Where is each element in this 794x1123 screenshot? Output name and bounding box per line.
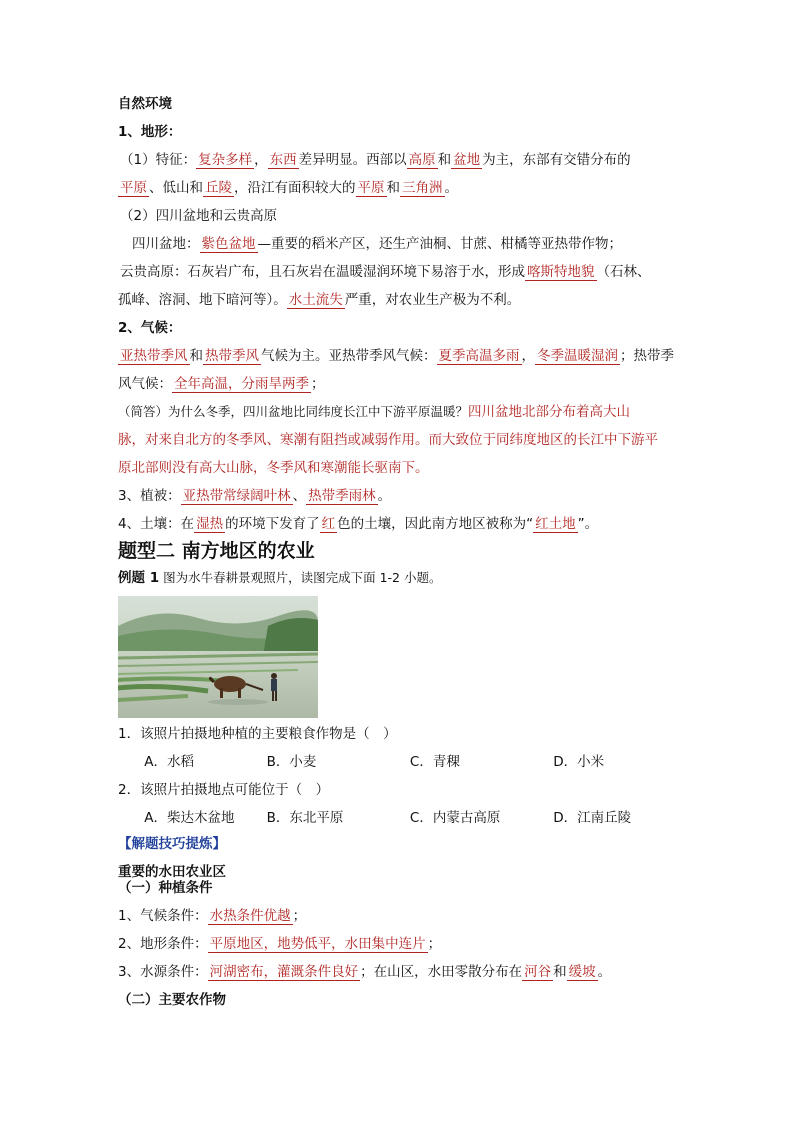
qa-line-3: 原北部则没有高大山脉，冬季风和寒潮能长驱南下。 <box>118 460 429 476</box>
q2-option-a: A．柴达木盆地 <box>144 810 235 826</box>
section-2-title: 题型二 南方地区的农业 <box>118 540 315 562</box>
terrain-line-3: （2）四川盆地和云贵高原 <box>120 208 278 224</box>
condition-terrain: 2、地形条件： 平原地区，地势低平，水田集中连片 ； <box>118 936 442 952</box>
q1-option-c: C．青稞 <box>409 754 460 770</box>
climate-line-2: 风气候： 全年高温，分雨旱两季 ； <box>118 376 325 392</box>
question-2: 2．该照片拍摄地点可能位于（ ） <box>118 782 330 798</box>
section-title: 自然环境 <box>118 96 172 112</box>
q1-option-b: B．小麦 <box>266 754 317 770</box>
crops-heading: （二）主要农作物 <box>118 992 226 1008</box>
paddy-subtitle: 重要的水田农业区 <box>118 864 226 880</box>
soil-line: 4、土壤：在 湿热 的环境下发育了 红 色的土壤，因此南方地区被称为“ 红土地 ”。 <box>118 516 599 532</box>
q1-option-a: A．水稻 <box>144 754 195 770</box>
climate-line-1: 亚热带季风 和 热带季风 气候为主。亚热带季风气候： 夏季高温多雨 ， 冬季温暖湿润 ；热带季 <box>120 348 674 364</box>
example-line: 例题 1 图为水牛春耕景观照片，读图完成下面 1-2 小题。 <box>118 570 442 586</box>
q2-option-c: C．内蒙古高原 <box>409 810 501 826</box>
climate-heading: 2、气候： <box>118 320 182 336</box>
yungui-line-1: 云贵高原：石灰岩广布，且石灰岩在温暖湿润环境下易溶于水，形成 喀斯特地貌 （石林、 <box>120 264 651 280</box>
document-page <box>118 94 678 1008</box>
yungui-line-2: 孤峰、溶洞、地下暗河等）。 水土流失 严重，对农业生产极为不利。 <box>118 292 521 308</box>
q2-option-d: D．江南丘陵 <box>553 810 632 826</box>
condition-climate: 1、气候条件： 水热条件优越 ； <box>118 908 307 924</box>
question-1-options <box>118 752 678 772</box>
question-2-options <box>118 808 678 828</box>
buffalo-plowing-photo <box>118 596 318 718</box>
qa-line-1: （简答）为什么冬季，四川盆地比同纬度长江中下游平原温暖？四川盆地北部分布着高大山 <box>118 404 631 420</box>
conditions-heading: （一）种植条件 <box>118 880 213 896</box>
terrain-line-2: 平原 、低山和 丘陵 ，沿江有面积较大的 平原 和 三角洲 。 <box>120 180 458 196</box>
q1-option-d: D．小米 <box>553 754 605 770</box>
qa-line-2: 脉，对来自北方的冬季风、寒潮有阻挡或减弱作用。而大致位于同纬度地区的长江中下游平 <box>118 432 658 448</box>
tips-heading: 【解题技巧提炼】 <box>118 836 226 852</box>
vegetation-line: 3、植被： 亚热带常绿阔叶林 、 热带季雨林 。 <box>118 488 392 504</box>
question-1: 1．该照片拍摄地种植的主要粮食作物是（ ） <box>118 726 397 742</box>
photo-icon <box>118 596 318 718</box>
condition-water: 3、水源条件： 河湖密布，灌溉条件良好 ；在山区，水田零散分布在 河谷 和 缓坡 。 <box>118 964 612 980</box>
q2-option-b: B．东北平原 <box>266 810 344 826</box>
sichuan-basin-line: 四川盆地： 紫色盆地 —重要的稻米产区，还生产油桐、甘蔗、柑橘等亚热带作物； <box>132 236 622 252</box>
terrain-heading: 1、地形： <box>118 124 182 140</box>
terrain-line-1: （1）特征： 复杂多样 ， 东西 差异明显。西部以 高原 和 盆地 为主，东部有交错分布的 <box>120 152 631 168</box>
